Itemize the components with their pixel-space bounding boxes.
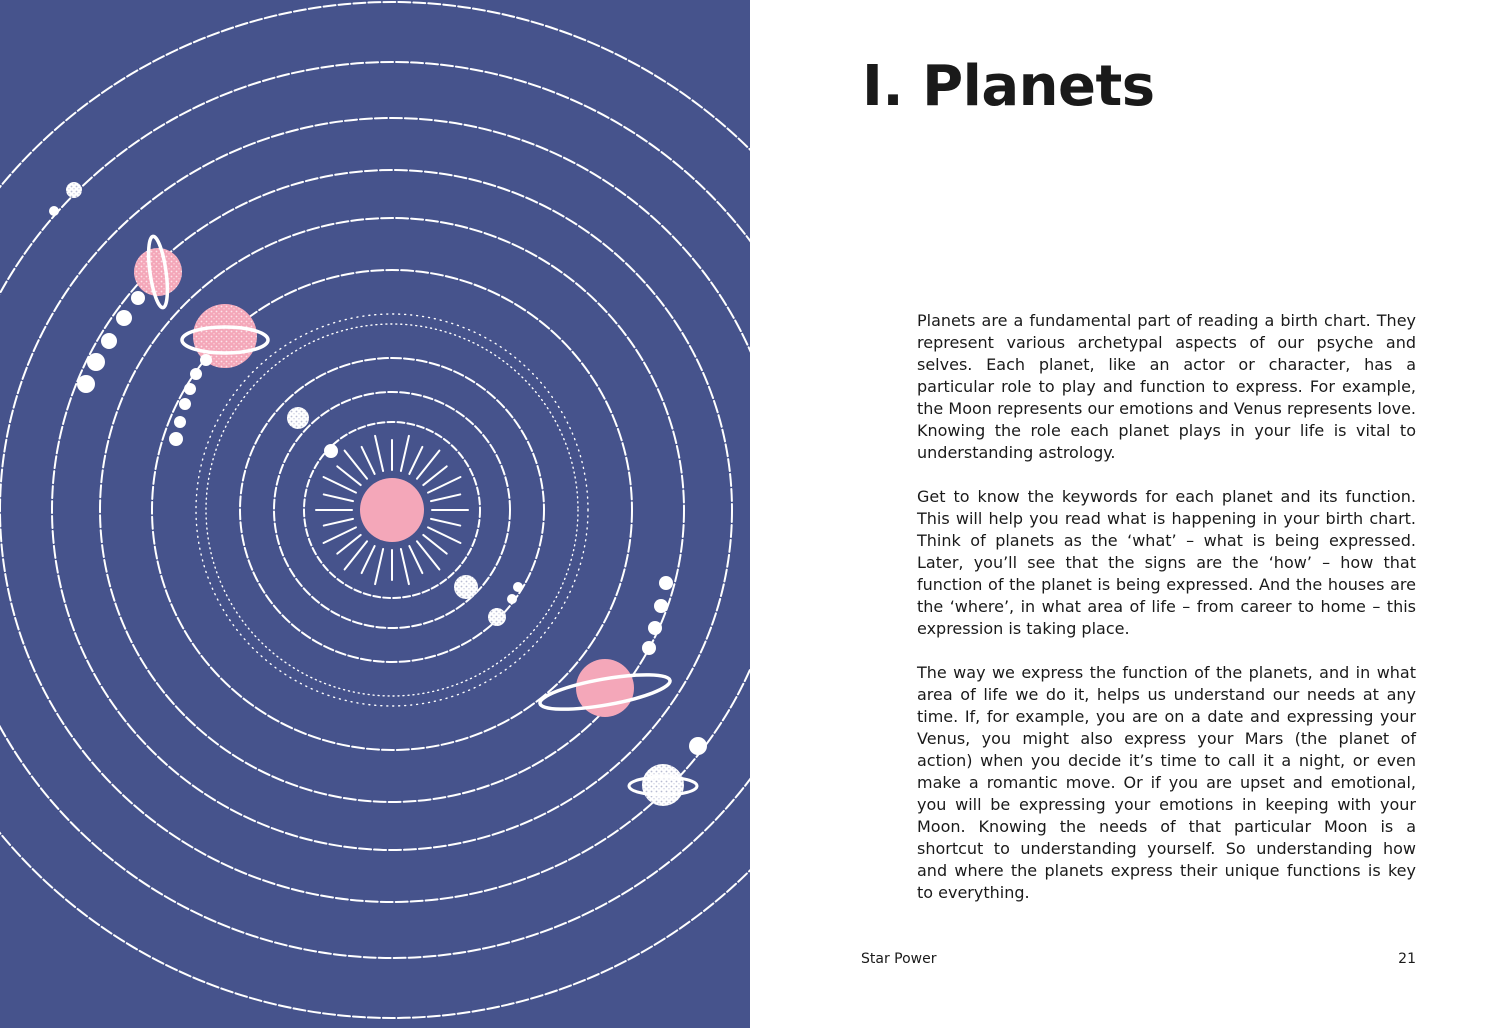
planet-mercury <box>324 444 338 458</box>
paragraph-2: Get to know the keywords for each planet and its function. This will help you read what is happening in your birth chart. Think of planets as the ‘what’ – what is being expressed. Later, you’ll see that the signs are the ‘how’ – how that function of the planet is being expressed. And the houses are the ‘where’, in what area of life – from career to home – this expression is taking place. <box>917 487 1416 638</box>
paragraph-3: The way we express the function of the planets, and in what area of life we do it, helps us understand our needs at any time. If, for example, you are on a date and expressing your Venus, you might also express your Mars (the planet of action) when you decide it’s time to call it a night, or even make a romantic move. Or if you are upset and emotional, you will be expressing your emotions in keeping with your Moon. Knowing the needs of that particular Moon is a shortcut to understanding yourself. So understanding how and where the planets express their unique functions is key to everything. <box>917 663 1416 902</box>
sun-ray <box>431 494 460 501</box>
sun-ray <box>324 519 353 526</box>
chapter-title: I. Planets <box>862 54 1155 119</box>
paragraph-1: Planets are a fundamental part of reading a birth chart. They represent various archetypal aspects of our psyche and selves. Each planet, like an actor or character, has a particular role to play and function to express. For example, the Moon represents our emotions and Venus represents love. Knowing the role each planet plays in your life is vital to understanding astrology. <box>917 311 1416 462</box>
moon-trail-right <box>507 582 523 604</box>
planet-dotted-ringed <box>629 764 697 806</box>
sun-ray <box>375 549 383 584</box>
planet-venus <box>287 407 309 429</box>
sun-ray <box>428 477 460 493</box>
sun-ray <box>428 527 460 543</box>
moon-trail-left-inner <box>169 354 212 446</box>
sun-ray <box>362 447 375 474</box>
sun-ray <box>337 466 360 485</box>
page-number: 21 <box>1398 951 1416 967</box>
sun-ray <box>337 535 360 554</box>
planet-right-white <box>689 737 707 755</box>
body-text <box>917 310 1416 926</box>
moon-trail-left-outer <box>77 291 145 393</box>
sun-ray <box>409 546 422 573</box>
sun-ray <box>362 546 375 573</box>
moon-trail-right-outer <box>642 576 673 655</box>
planet-ringed-lower <box>538 659 673 717</box>
text-page <box>750 0 1500 1028</box>
sun-ray <box>324 477 356 493</box>
sun-ray <box>431 519 460 526</box>
sun-ray <box>423 466 446 485</box>
planet-distant-small <box>49 206 59 216</box>
planet-distant-dotted <box>66 182 82 198</box>
sun-ray <box>375 436 383 471</box>
sun-ray <box>401 436 409 471</box>
sun-ray <box>324 527 356 543</box>
sun-ray <box>401 549 409 584</box>
footer-book-title: Star Power <box>861 951 937 967</box>
planet-earth-moon <box>488 608 506 626</box>
planet-earth <box>454 575 478 599</box>
sun-ray <box>409 447 422 474</box>
sun-ray <box>324 494 353 501</box>
sun-ray <box>423 535 446 554</box>
sun <box>360 478 424 542</box>
